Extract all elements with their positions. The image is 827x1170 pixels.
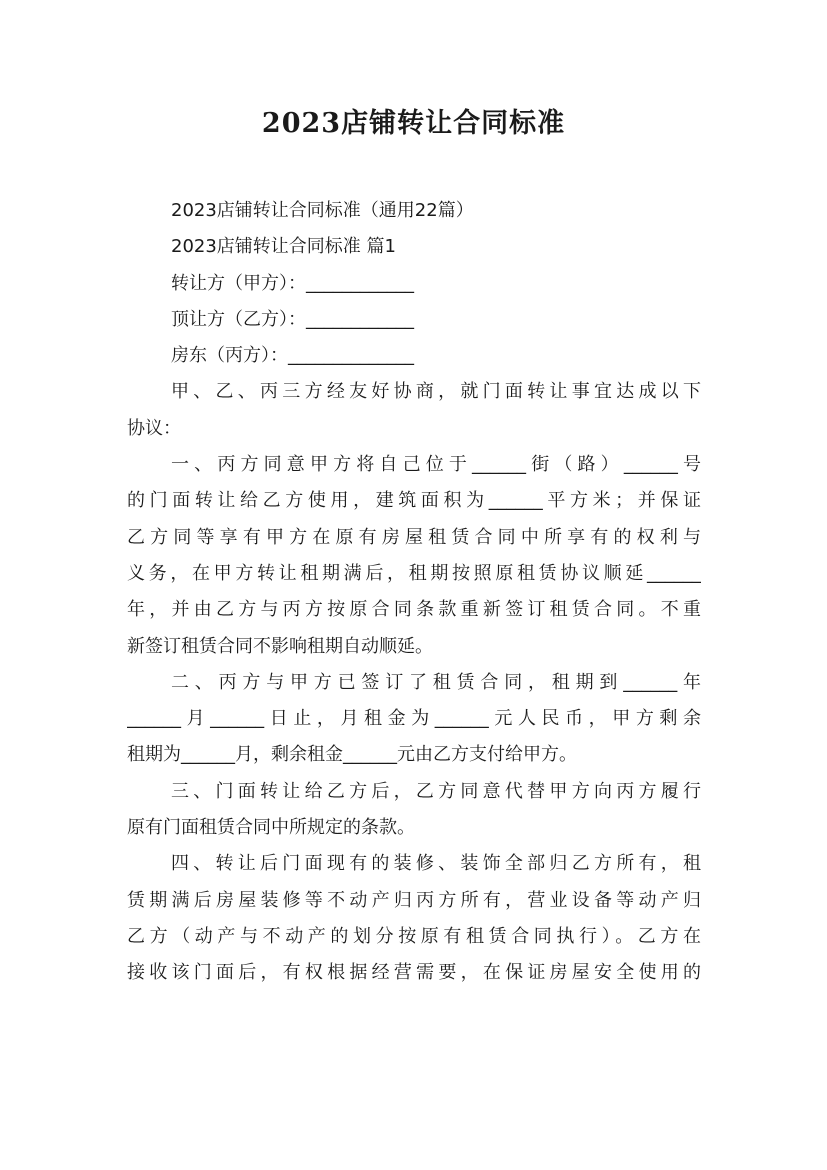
paragraph-line: 四、转让后门面现有的装修、装饰全部归乙方所有，租 [171, 853, 701, 875]
paragraph-line: 甲、乙、丙三方经友好协商，就门面转让事宜达成以下 [171, 381, 701, 403]
paragraph-line: 接收该门面后，有权根据经营需要，在保证房屋安全使用的 [127, 962, 701, 984]
paragraph-line: 年，并由乙方与丙方按原合同条款重新签订租赁合同。不重 [127, 599, 701, 621]
paragraph-line: 新签订租赁合同不影响租期自动顺延。 [127, 635, 433, 657]
paragraph-line: 二、丙方与甲方已签订了租赁合同，租期到______年 [171, 671, 701, 693]
paragraph-line: ______月______日止，月租金为______元人民币，甲方剩余 [127, 708, 701, 730]
section-heading: 2023店铺转让合同标准 篇1 [171, 236, 396, 258]
party-a-line: 转让方（甲方）：____________ [171, 272, 414, 294]
paragraph-line: 乙方同等享有甲方在原有房屋租赁合同中所享有的权利与 [127, 526, 701, 548]
paragraph-line: 原有门面租赁合同中所规定的条款。 [127, 817, 415, 839]
paragraph-line: 乙方（动产与不动产的划分按原有租赁合同执行）。乙方在 [127, 925, 701, 947]
paragraph-line: 三、门面转让给乙方后，乙方同意代替甲方向丙方履行 [171, 780, 701, 802]
party-b-line: 顶让方（乙方）：____________ [171, 308, 414, 330]
paragraph-line: 赁期满后房屋装修等不动产归丙方所有，营业设备等动产归 [127, 889, 701, 911]
paragraph-line: 租期为______月，剩余租金______元由乙方支付给甲方。 [127, 744, 577, 766]
paragraph-line: 协议： [127, 417, 181, 439]
paragraph-line: 一、丙方同意甲方将自己位于______街（路）______号 [171, 454, 701, 476]
document-title: 2023店铺转让合同标准 [261, 108, 566, 139]
paragraph-line: 义务，在甲方转让租期满后，租期按照原租赁协议顺延______ [127, 562, 701, 584]
party-c-line: 房东（丙方）：______________ [171, 345, 414, 367]
paragraph-line: 的门面转让给乙方使用，建筑面积为______平方米；并保证 [127, 490, 701, 512]
document-body [127, 193, 701, 992]
subtitle-line: 2023店铺转让合同标准（通用22篇） [171, 200, 474, 221]
